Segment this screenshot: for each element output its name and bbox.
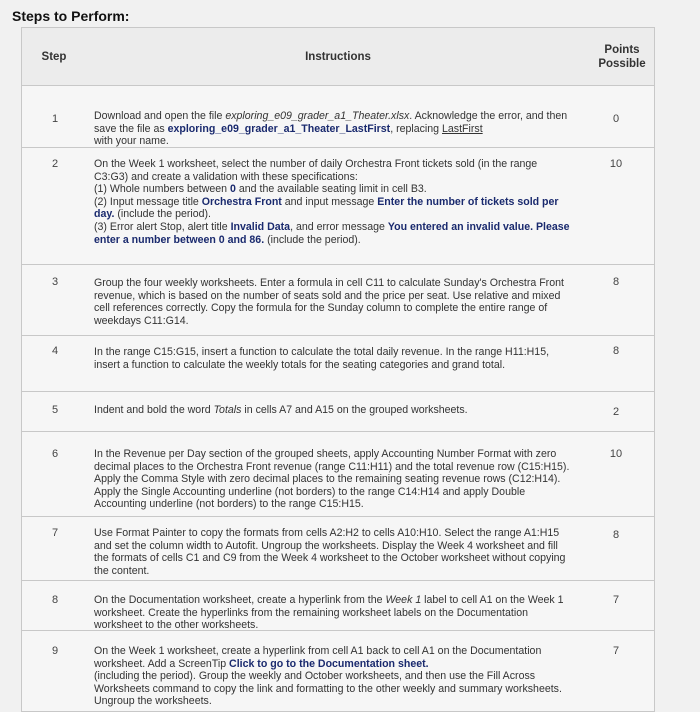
instruction-bold: Invalid Data <box>230 220 291 233</box>
step-instructions <box>94 277 574 327</box>
steps-table <box>21 27 655 712</box>
instruction-italic: Totals <box>213 404 242 416</box>
table-row <box>22 631 654 711</box>
instruction-italic: Week 1 <box>385 594 422 606</box>
step-number: 9 <box>52 645 59 657</box>
step-number: 2 <box>52 158 59 170</box>
instruction-text: Indent and bold the word <box>94 404 214 416</box>
table-row <box>22 86 654 148</box>
step-number: 8 <box>52 594 59 606</box>
instruction-bold: You entered an invalid value. Please enter a number between 0 and 86. <box>94 220 570 246</box>
instruction-text: In the Revenue per Day section of the grouped sheets, apply Accounting Number Format with zero decimal places to the Orchestra Front revenue (range C11:H11) and the total revenue row (C15:H15). Apply the Comma Style with zero decimal places to the remaining seating revenue rows (C12:H14). Apply the Single Accounting underline (not borders) to the range C14:H14 and apply Double Accounting underline (not borders) to the range C15:H15. <box>94 448 570 511</box>
instruction-text: . Acknowledge the error, and then save the file as <box>94 110 568 135</box>
instruction-text: Use Format Painter to copy the formats from cells A2:H2 to cells A10:H10. Select the range A1:H15 and set the column width to Autofit. Ungroup the worksheets. Display the Week 4 worksheet and fill the formats of cells C1 and C9 from the Week 4 worksheet to the October worksheet without copying the content. <box>94 527 566 577</box>
step-points: 10 <box>609 158 623 170</box>
step-number: 7 <box>52 527 59 539</box>
instruction-text: (including the period). Group the weekly and October worksheets, and then use the Fill Across Worksheets command to copy the link and formatting to the other weekly and summary worksheets. Ungroup the worksheets. <box>94 670 562 708</box>
step-points: 8 <box>612 345 620 357</box>
step-points: 7 <box>612 594 620 606</box>
step-points: 8 <box>612 276 620 288</box>
step-instructions <box>94 346 574 371</box>
step-points: 2 <box>612 406 620 418</box>
table-row <box>22 392 654 432</box>
instruction-text: In the range C15:G15, insert a function to calculate the total daily revenue. In the range H11:H15, insert a function to calculate the weekly totals for the seating categories and grand total. <box>94 346 550 371</box>
table-row <box>22 581 654 631</box>
instruction-text: in cells A7 and A15 on the grouped worksheets. <box>241 404 468 416</box>
header-step: Step <box>41 50 67 63</box>
table-row <box>22 265 654 336</box>
table-row <box>22 148 654 265</box>
step-instructions <box>94 158 574 246</box>
instruction-text: and the available seating limit in cell B3. (2) Input message title <box>94 183 427 208</box>
instruction-bold: exploring_e09_grader_a1_Theater_LastFirst <box>167 122 391 135</box>
step-number: 6 <box>52 448 59 460</box>
instruction-italic: exploring_e09_grader_a1_Theater.xlsx <box>225 110 410 122</box>
instruction-text: On the Documentation worksheet, create a hyperlink from the <box>94 594 386 606</box>
instruction-text: (include the period). (3) Error alert Stop, alert title <box>94 208 228 233</box>
step-instructions <box>94 110 574 148</box>
instruction-text: and input message <box>281 195 378 208</box>
instruction-text: On the Week 1 worksheet, select the number of daily Orchestra Front tickets sold (in the range C3:G3) and create a validation with these specifications: (1) Whole numbers between <box>94 158 538 196</box>
step-points: 0 <box>612 113 620 125</box>
instruction-bold: Click to go to the Documentation sheet. <box>229 657 429 670</box>
table-row <box>22 336 654 392</box>
instruction-bold: 0 <box>230 183 236 196</box>
header-instructions: Instructions <box>305 50 371 63</box>
step-instructions <box>94 594 574 632</box>
instruction-underline: LastFirst <box>442 122 483 135</box>
instruction-text: , and error message <box>290 220 388 233</box>
page-title: Steps to Perform: <box>12 8 130 24</box>
instruction-text: (include the period). <box>264 233 361 246</box>
step-number: 5 <box>52 404 59 416</box>
instruction-text: with your name. <box>94 135 169 148</box>
step-instructions <box>94 448 574 511</box>
instruction-text: Download and open the file <box>94 110 226 122</box>
step-points: 10 <box>609 448 623 460</box>
table-header <box>22 28 654 86</box>
instruction-bold: Orchestra Front <box>201 195 282 208</box>
instruction-text: , replacing <box>390 122 443 135</box>
header-points-line1: Points <box>604 43 640 56</box>
step-points: 7 <box>612 645 620 657</box>
header-points <box>590 43 654 71</box>
step-number: 1 <box>52 113 59 125</box>
header-points-line2: Possible <box>598 57 646 70</box>
instruction-text: label to cell A1 on the Week 1 worksheet. Create the hyperlinks from the remaining worksheet labels on the Documentation worksheet to the other worksheets. <box>94 594 564 632</box>
step-instructions <box>94 527 574 577</box>
step-instructions <box>94 404 574 417</box>
instruction-text: Group the four weekly worksheets. Enter a formula in cell C11 to calculate Sunday's Orchestra Front revenue, which is based on the number of seats sold and the price per seat. Use relative and mixed cell references correctly. Copy the formula for the Sunday column to complete the entire range of weekdays C11:G14. <box>94 277 564 327</box>
table-row <box>22 517 654 581</box>
table-row <box>22 432 654 517</box>
instruction-text: On the Week 1 worksheet, create a hyperlink from cell A1 back to cell A1 on the Documentation worksheet. Add a ScreenTip <box>94 645 542 670</box>
step-number: 4 <box>52 345 59 357</box>
step-points: 8 <box>612 529 620 541</box>
step-instructions <box>94 645 574 708</box>
step-number: 3 <box>52 276 59 288</box>
instruction-bold: Enter the number of tickets sold per day. <box>94 195 559 221</box>
